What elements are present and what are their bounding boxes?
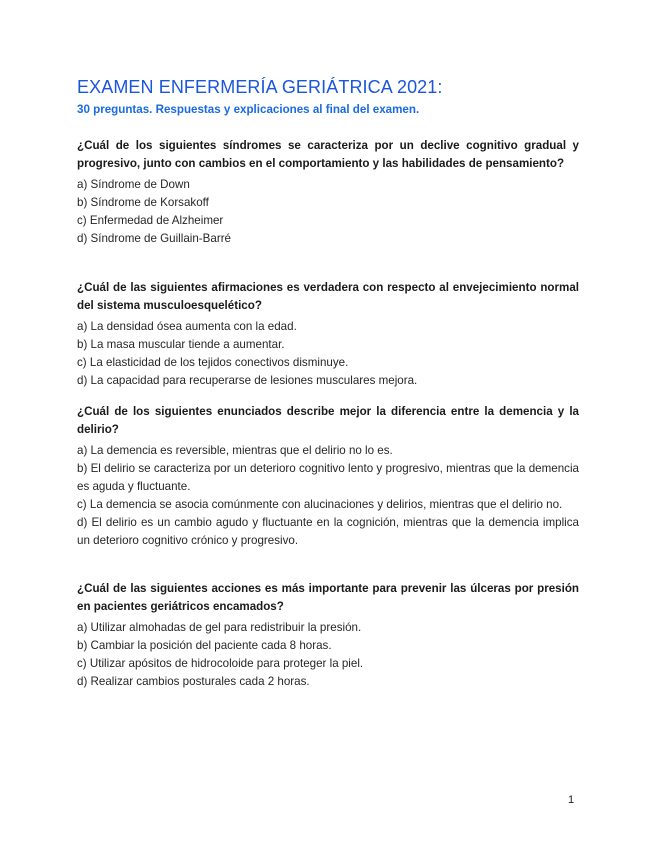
option-b: b) La masa muscular tiende a aumentar. (77, 338, 285, 351)
question-text: ¿Cuál de las siguientes acciones es más importante para prevenir las úlceras por presión en pacientes geriátricos encamados? (77, 582, 579, 613)
question-1 (77, 137, 579, 248)
exam-subtitle: 30 preguntas. Respuestas y explicaciones al final del examen. (77, 103, 420, 116)
option-a: a) Síndrome de Down (77, 178, 190, 191)
option-d: d) El delirio es un cambio agudo y fluctuante en la cognición, mientras que la demencia implica un deterioro cognitivo crónico y progresivo. (77, 516, 579, 547)
question-2 (77, 279, 579, 390)
option-b: b) Cambiar la posición del paciente cada 8 horas. (77, 639, 332, 652)
question-text: ¿Cuál de las siguientes afirmaciones es verdadera con respecto al envejecimiento normal del sistema musculoesquelético? (77, 281, 579, 312)
option-d: d) Síndrome de Guillain-Barré (77, 232, 232, 245)
question-3 (77, 403, 579, 550)
question-text: ¿Cuál de los siguientes enunciados describe mejor la diferencia entre la demencia y la delirio? (77, 405, 579, 436)
option-c: c) La demencia se asocia comúnmente con alucinaciones y delirios, mientras que el delirio no. (77, 498, 563, 511)
option-a: a) La densidad ósea aumenta con la edad. (77, 320, 297, 333)
option-d: d) La capacidad para recuperarse de lesiones musculares mejora. (77, 374, 418, 387)
option-c: c) Utilizar apósitos de hidrocoloide para proteger la piel. (77, 657, 364, 670)
option-c: c) Enfermedad de Alzheimer (77, 214, 224, 227)
exam-title: EXAMEN ENFERMERÍA GERIÁTRICA 2021: (77, 77, 443, 97)
question-4 (77, 580, 579, 691)
option-b: b) Síndrome de Korsakoff (77, 196, 209, 209)
option-a: a) Utilizar almohadas de gel para redistribuir la presión. (77, 621, 362, 634)
option-d: d) Realizar cambios posturales cada 2 horas. (77, 675, 310, 688)
option-b: b) El delirio se caracteriza por un deterioro cognitivo lento y progresivo, mientras que la demencia es aguda y fluctuante. (77, 462, 579, 493)
page-number: 1 (568, 794, 575, 806)
option-c: c) La elasticidad de los tejidos conectivos disminuye. (77, 356, 349, 369)
option-a: a) La demencia es reversible, mientras que el delirio no lo es. (77, 444, 393, 457)
question-text: ¿Cuál de los siguientes síndromes se caracteriza por un declive cognitivo gradual y progresivo, junto con cambios en el comportamiento y las habilidades de pensamiento? (77, 139, 579, 170)
